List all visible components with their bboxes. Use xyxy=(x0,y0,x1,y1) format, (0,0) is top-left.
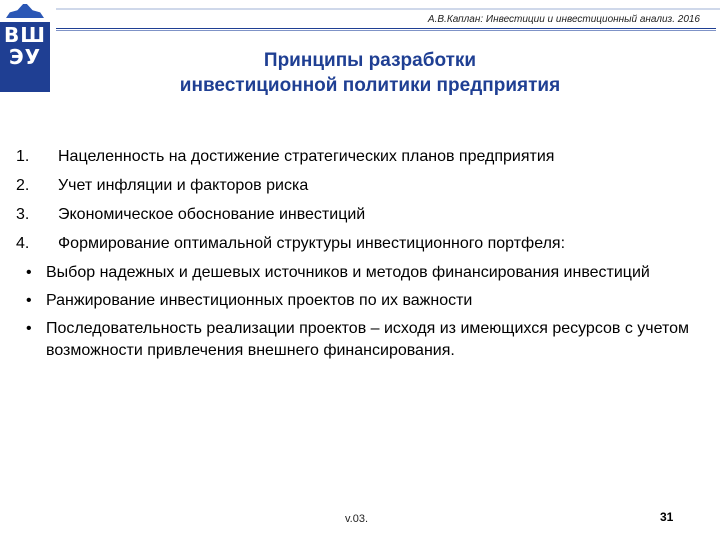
bullet-text: Ранжирование инвестиционных проектов по их важности xyxy=(46,292,473,309)
bullet-text: Выбор надежных и дешевых источников и методов финансирования инвестиций xyxy=(46,264,650,281)
slide-title-line-1: Принципы разработки xyxy=(263,50,477,71)
item-number: 2. xyxy=(16,177,30,194)
header-strip xyxy=(56,8,720,10)
header-divider xyxy=(56,28,716,29)
school-logo xyxy=(0,0,50,92)
header-credit: А.В.Каплан: Инвестиции и инвестиционный анализ. 2016 xyxy=(427,14,700,25)
header-divider-secondary xyxy=(56,30,716,31)
principles-list xyxy=(16,146,706,368)
item-number: 1. xyxy=(16,148,30,165)
bullet-icon: • xyxy=(26,292,32,309)
item-text: Учет инфляции и факторов риска xyxy=(58,177,309,194)
item-number: 3. xyxy=(16,206,30,223)
numbered-item xyxy=(16,233,706,255)
item-text: Экономическое обоснование инвестиций xyxy=(58,206,366,223)
bullet-text: Последовательность реализации проектов – исходя из имеющихся ресурсов с учетом возможности привлечения внешнего финансирования. xyxy=(46,320,690,359)
logo-text-bottom: ЭУ xyxy=(8,45,42,69)
building-logo-icon xyxy=(0,0,50,22)
numbered-item xyxy=(16,204,706,226)
page-number: 31 xyxy=(660,510,674,524)
numbered-item xyxy=(16,175,706,197)
slide-title xyxy=(60,48,680,98)
bullet-item xyxy=(16,262,706,284)
version-label: v.03. xyxy=(345,513,369,525)
bullet-icon: • xyxy=(26,320,32,337)
slide-title-line-2: инвестиционной политики предприятия xyxy=(179,75,561,96)
item-text: Формирование оптимальной структуры инвестиционного портфеля: xyxy=(58,235,566,252)
logo-text xyxy=(2,24,48,68)
numbered-item xyxy=(16,146,706,168)
bullet-item xyxy=(16,290,706,312)
item-number: 4. xyxy=(16,235,30,252)
item-text: Нацеленность на достижение стратегических планов предприятия xyxy=(58,148,555,165)
logo-text-top: ВШ xyxy=(4,23,46,47)
bullet-icon: • xyxy=(26,264,32,281)
bullet-item xyxy=(16,318,706,362)
